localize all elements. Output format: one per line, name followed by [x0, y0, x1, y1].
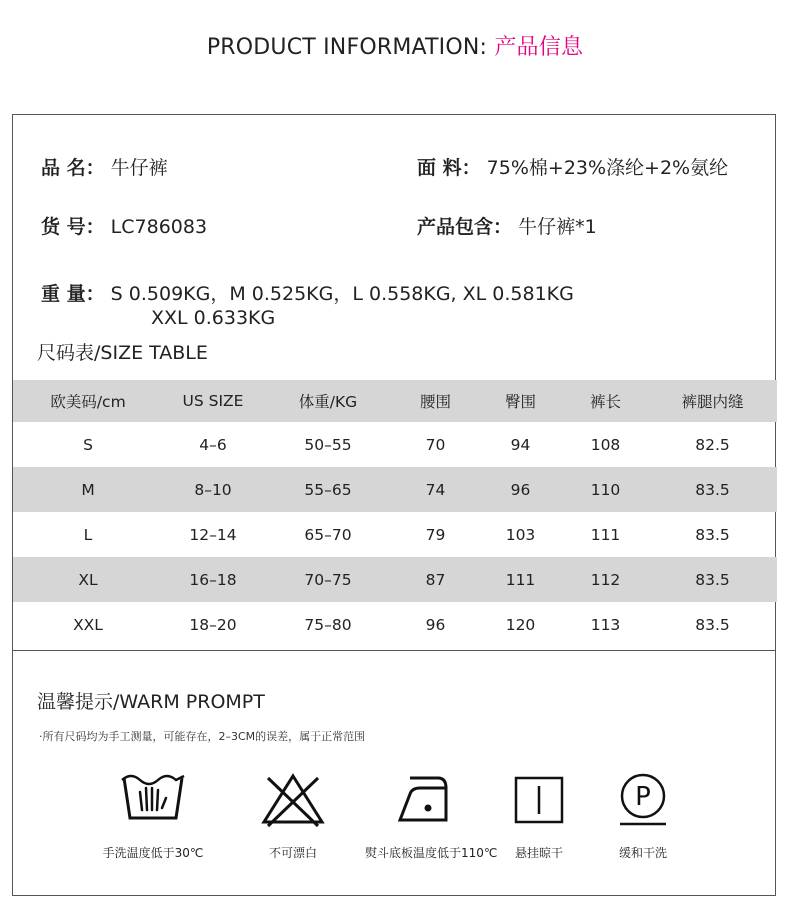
product-info-card [12, 114, 776, 896]
weight-label: 重 量： [41, 283, 105, 305]
care-label: 熨斗底板温度低于110℃ [365, 846, 498, 860]
weight-line-2: XXL 0.633KG [151, 307, 276, 329]
name-row [41, 153, 168, 180]
sku-row [41, 212, 207, 239]
table-cell: XL [13, 557, 163, 602]
header-cell: 裤腿内缝 [648, 380, 777, 422]
care-item-hang-dry [479, 770, 599, 861]
table-cell: XXL [73, 615, 103, 634]
hand-wash-icon [118, 770, 188, 830]
table-cell: 83.5 [695, 615, 730, 634]
table-cell: 18–20 [189, 615, 237, 634]
table-cell: 75–80 [304, 615, 352, 634]
title-english: PRODUCT INFORMATION: [206, 35, 495, 60]
table-cell: L [83, 525, 93, 544]
table-cell: 70–75 [263, 557, 393, 602]
table-cell: 111 [590, 525, 621, 544]
dry-clean-p-icon [608, 770, 678, 830]
hang-dry-icon [504, 770, 574, 830]
weight-line-1: S 0.509KG，M 0.525KG，L 0.558KG, XL 0.581KG [110, 283, 574, 305]
section-divider [13, 650, 775, 651]
care-item-iron [365, 770, 498, 861]
table-cell: 83.5 [648, 557, 777, 602]
sku-label: 货 号： [41, 216, 105, 238]
size-table-title: 尺码表/SIZE TABLE [37, 342, 208, 364]
header-cell: US SIZE [163, 380, 263, 422]
care-label: 悬挂晾干 [514, 846, 563, 860]
table-cell: 8–10 [163, 467, 263, 512]
table-cell: 65–70 [304, 525, 352, 544]
care-label: 手洗温度低于30℃ [102, 846, 204, 860]
table-cell: 55–65 [263, 467, 393, 512]
table-cell: 108 [590, 435, 621, 454]
table-row [13, 602, 777, 647]
header-cell: 裤长 [563, 380, 648, 422]
care-item-no-bleach [233, 770, 353, 861]
size-table-header-row [13, 380, 777, 422]
iron-icon [390, 770, 460, 830]
header-cell: 体重/KG [263, 380, 393, 422]
warm-prompt-title: 温馨提示/WARM PROMPT [37, 691, 265, 713]
name-label: 品 名： [41, 157, 105, 179]
table-cell: 87 [393, 557, 478, 602]
table-row [13, 512, 777, 557]
table-cell: 50–55 [304, 435, 352, 454]
page-title [0, 30, 790, 61]
table-row [13, 467, 777, 512]
package-value: 牛仔裤*1 [518, 216, 597, 238]
care-item-hand-wash [93, 770, 213, 861]
header-cell: 腰围 [393, 380, 478, 422]
table-row [13, 422, 777, 467]
table-cell: 120 [505, 615, 536, 634]
header-cell: 欧美码/cm [13, 380, 163, 422]
table-cell: 96 [425, 615, 446, 634]
care-label: 不可漂白 [268, 846, 317, 860]
svg-text:P: P [635, 782, 651, 812]
table-cell: 103 [505, 525, 536, 544]
table-cell: 12–14 [189, 525, 237, 544]
table-row [13, 557, 777, 602]
table-cell: 74 [393, 467, 478, 512]
weight-row-2 [151, 307, 275, 329]
table-cell: 94 [510, 435, 531, 454]
table-cell: 112 [563, 557, 648, 602]
no-bleach-icon [258, 770, 328, 830]
table-cell: 83.5 [695, 525, 730, 544]
table-cell: 79 [425, 525, 446, 544]
table-cell: M [13, 467, 163, 512]
care-item-dry-clean [583, 770, 703, 861]
weight-row [41, 279, 574, 306]
sku-value: LC786083 [110, 216, 208, 238]
fabric-row [417, 153, 728, 180]
fabric-label: 面 料： [417, 157, 481, 179]
package-label: 产品包含： [417, 216, 513, 238]
table-cell: 83.5 [648, 467, 777, 512]
size-table [13, 380, 777, 647]
title-chinese: 产品信息 [494, 35, 584, 60]
fabric-value: 75%棉+23%涤纶+2%氨纶 [486, 157, 729, 179]
table-cell: 110 [563, 467, 648, 512]
measurement-note: ·所有尺码均为手工测量，可能存在，2–3CM的误差，属于正常范围 [39, 730, 366, 743]
table-cell: 113 [590, 615, 621, 634]
care-label: 缓和干洗 [618, 846, 667, 860]
name-value: 牛仔裤 [110, 157, 168, 179]
table-cell: 111 [478, 557, 563, 602]
table-cell: 4–6 [199, 435, 227, 454]
table-cell: S [83, 435, 93, 454]
table-cell: 96 [478, 467, 563, 512]
table-cell: 16–18 [163, 557, 263, 602]
table-cell: 82.5 [695, 435, 730, 454]
table-cell: 70 [425, 435, 446, 454]
header-cell: 臀围 [478, 380, 563, 422]
package-row [417, 212, 597, 239]
